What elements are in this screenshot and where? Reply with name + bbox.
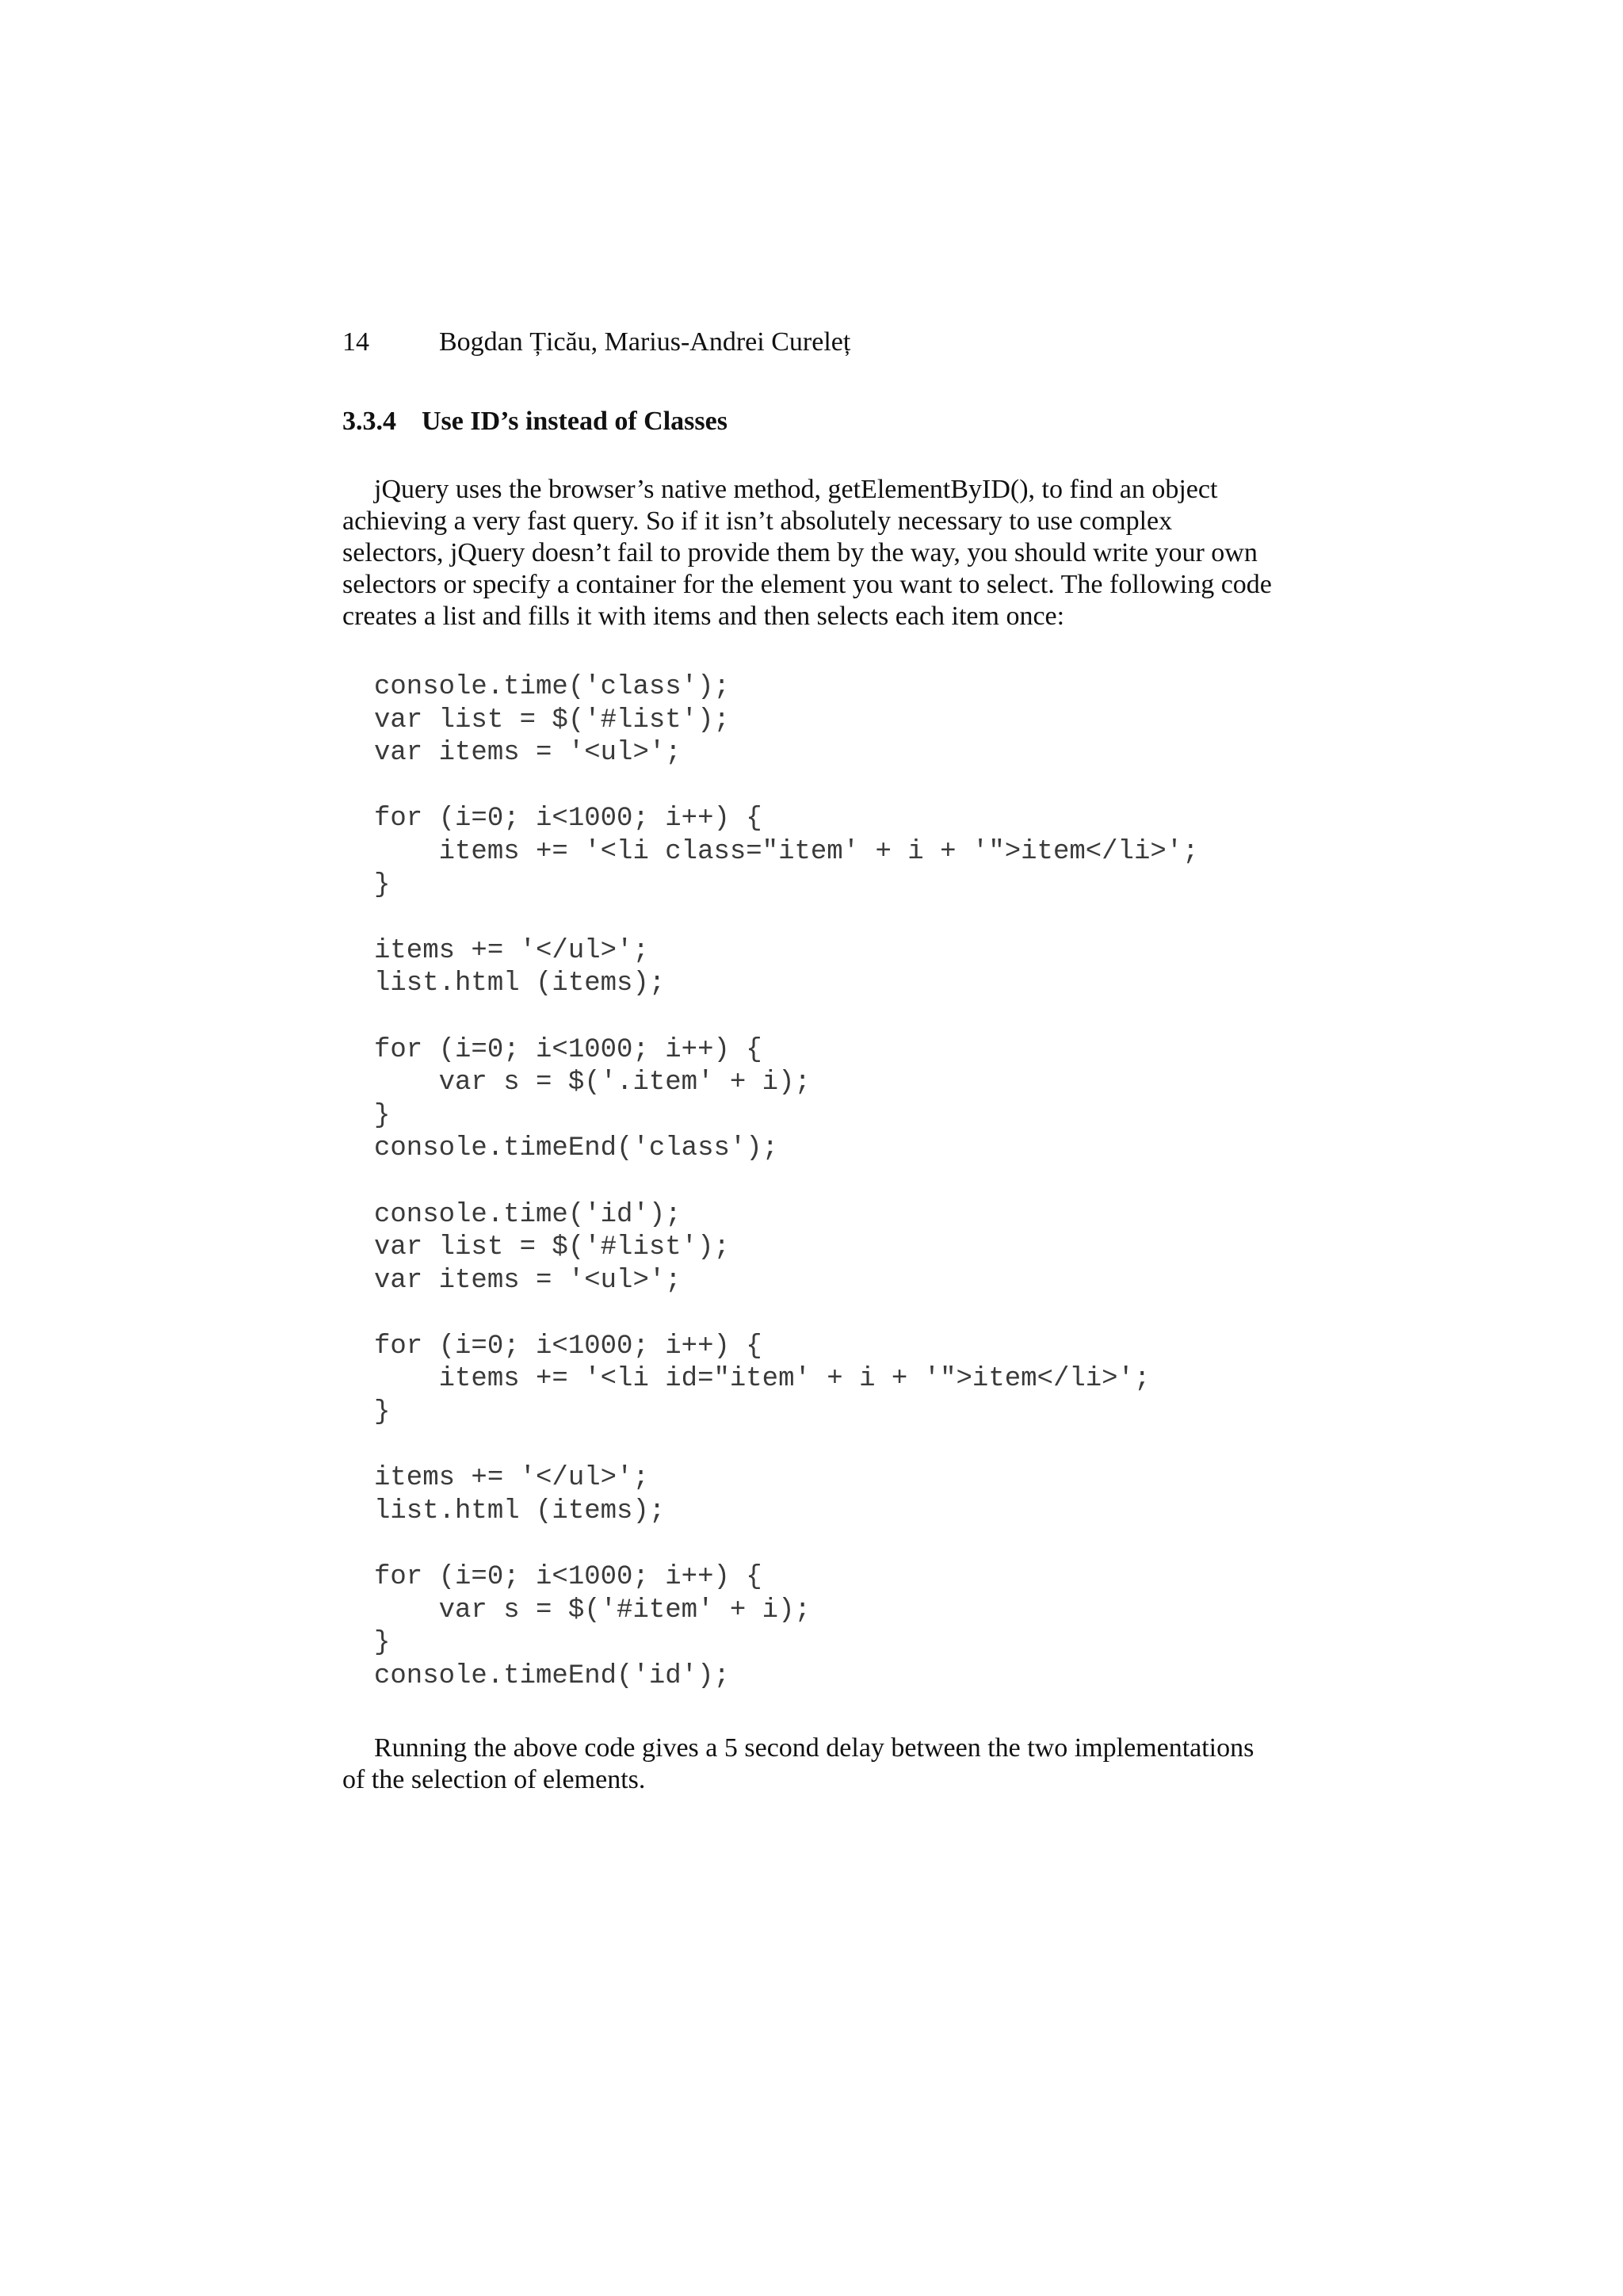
section-number: 3.3.4 <box>342 407 396 436</box>
paragraph-line: achieving a very fast query. So if it isn’t absolutely necessary to use complex <box>342 506 1173 536</box>
code-line <box>374 1001 1199 1034</box>
paragraph-line: jQuery uses the browser’s native method, getElementByID(), to find an object <box>374 475 1218 504</box>
code-listing <box>374 671 1199 1693</box>
code-line: } <box>374 1100 391 1131</box>
code-line <box>374 902 1199 935</box>
code-line: list.html (items); <box>374 1496 666 1526</box>
code-line: console.timeEnd('id'); <box>374 1660 730 1691</box>
section-heading <box>342 403 727 441</box>
page-number: 14 <box>342 327 369 357</box>
paragraph-line: selectors or specify a container for the element you want to select. The following code <box>342 570 1272 599</box>
code-line <box>374 1166 1199 1199</box>
code-line <box>374 1430 1199 1463</box>
code-line <box>374 1528 1199 1561</box>
paragraph-line: selectors, jQuery doesn’t fail to provide them by the way, you should write your own <box>342 538 1258 567</box>
code-line: items += '</ul>'; <box>374 1463 649 1494</box>
running-header <box>342 323 850 361</box>
code-line: var s = $('#item' + i); <box>374 1595 811 1626</box>
code-line: } <box>374 1397 391 1428</box>
code-line: var s = $('.item' + i); <box>374 1068 811 1098</box>
intro-paragraph <box>342 474 1293 632</box>
code-line: console.time('id'); <box>374 1199 682 1230</box>
code-line: for (i=0; i<1000; i++) { <box>374 1034 762 1065</box>
code-line: var items = '<ul>'; <box>374 738 682 769</box>
code-line: var items = '<ul>'; <box>374 1265 682 1296</box>
code-line: console.time('class'); <box>374 672 730 702</box>
code-line: for (i=0; i<1000; i++) { <box>374 1331 762 1362</box>
code-line: } <box>374 1628 391 1659</box>
code-line: var list = $('#list'); <box>374 705 730 735</box>
code-line: var list = $('#list'); <box>374 1232 730 1263</box>
paragraph-line: creates a list and fills it with items and then selects each item once: <box>342 602 1065 631</box>
code-line: items += '<li class="item' + i + '">item</li>'; <box>374 836 1199 867</box>
code-line: items += '</ul>'; <box>374 935 649 966</box>
code-line: for (i=0; i<1000; i++) { <box>374 1562 762 1593</box>
code-line: list.html (items); <box>374 968 666 999</box>
code-line: for (i=0; i<1000; i++) { <box>374 804 762 835</box>
paragraph-line: of the selection of elements. <box>342 1765 646 1794</box>
code-line: console.timeEnd('class'); <box>374 1133 779 1164</box>
code-line: } <box>374 869 391 900</box>
running-header-authors: Bogdan Țicău, Marius-Andrei Cureleț <box>439 327 851 357</box>
closing-paragraph <box>342 1733 1293 1796</box>
code-line: items += '<li id="item' + i + '">item</li>'; <box>374 1364 1151 1395</box>
code-line <box>374 1297 1199 1331</box>
code-line <box>374 770 1199 804</box>
paragraph-line: Running the above code gives a 5 second delay between the two implementations <box>374 1733 1254 1763</box>
section-title: Use ID’s instead of Classes <box>422 407 727 436</box>
